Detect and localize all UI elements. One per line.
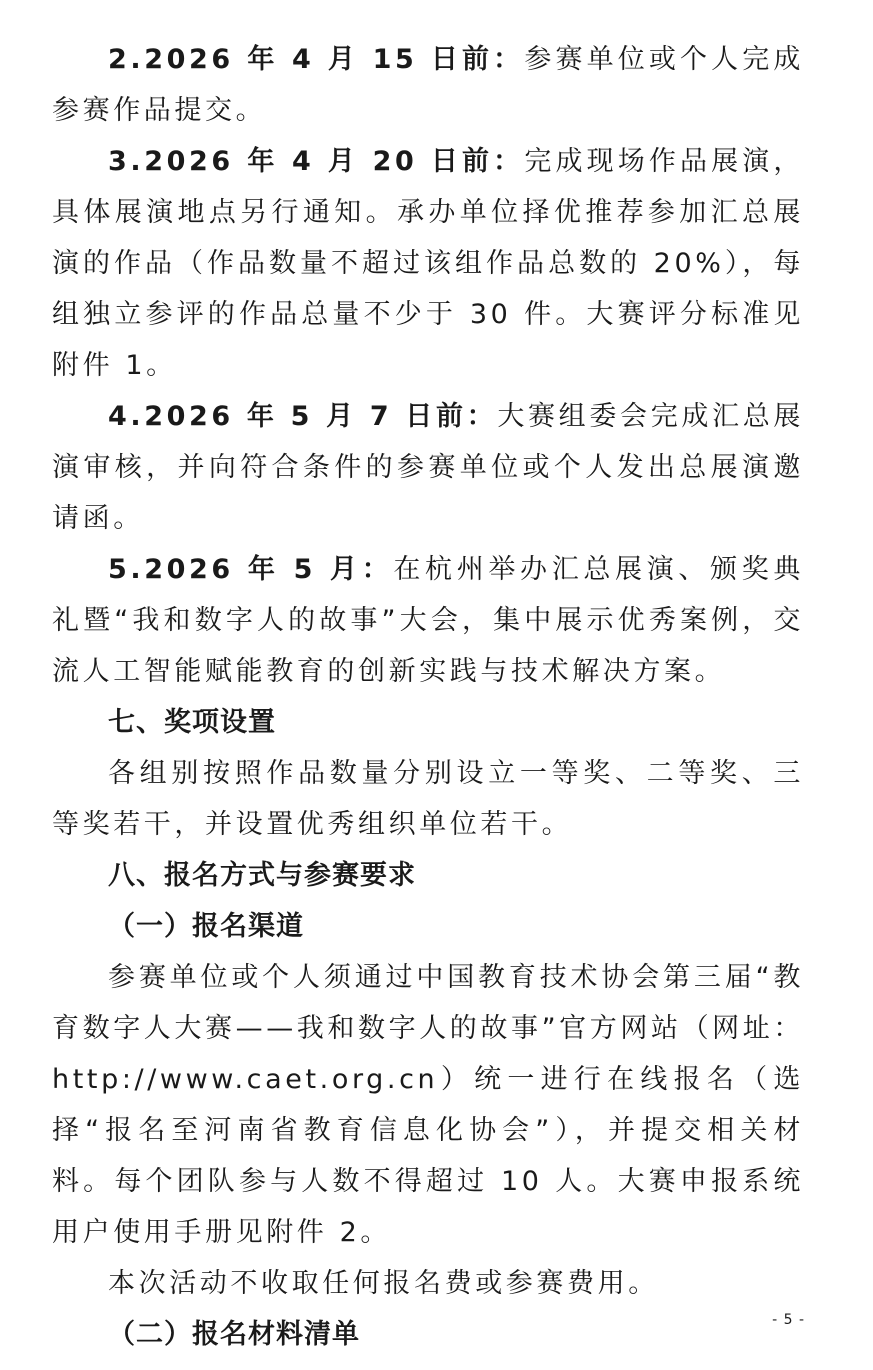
page-number: - 5 - xyxy=(772,1312,805,1328)
schedule-item-2-text: 参赛单位或个人完成参赛作品提交。 xyxy=(52,44,804,126)
section-8-sub1-heading: （一）报名渠道 xyxy=(108,911,304,942)
section-7-heading: 七、奖项设置 xyxy=(108,707,276,738)
schedule-item-5-lead: 5.2026 年 5 月： xyxy=(108,554,394,585)
schedule-item-3-text: 完成现场作品展演，具体展演地点另行通知。承办单位择优推荐参加汇总展演的作品（作品数量不超过该组作品总数的 20%），每组独立参评的作品总量不少于 30 件。大赛评分标准见附件 1。 xyxy=(52,146,804,381)
section-8-heading: 八、报名方式与参赛要求 xyxy=(108,860,416,891)
schedule-item-2-lead: 2.2026 年 4 月 15 日前： xyxy=(108,44,525,75)
section-7-text: 各组别按照作品数量分别设立一等奖、二等奖、三等奖若干，并设置优秀组织单位若干。 xyxy=(52,758,804,840)
schedule-item-5-text: 在杭州举办汇总展演、颁奖典礼暨“我和数字人的故事”大会，集中展示优秀案例，交流人工智能赋能教育的创新实践与技术解决方案。 xyxy=(52,554,804,687)
document-page xyxy=(52,34,804,1360)
schedule-item-3-lead: 3.2026 年 4 月 20 日前： xyxy=(108,146,525,177)
schedule-item-4-lead: 4.2026 年 5 月 7 日前： xyxy=(108,401,498,432)
section-8-sub1-text: 参赛单位或个人须通过中国教育技术协会第三届“教育数字人大赛——我和数字人的故事”官方网站（网址：http://www.caet.org.cn）统一进行在线报名（选择“报名至河南省教育信息化协会”），并提交相关材料。每个团队参与人数不得超过 10 人。大赛申报系统用户使用手册见附件 2。 xyxy=(52,962,804,1248)
schedule-item-4-text: 大赛组委会完成汇总展演审核，并向符合条件的参赛单位或个人发出总展演邀请函。 xyxy=(52,401,805,534)
schedule-item-4 xyxy=(52,391,804,544)
section-8-sub2-heading: （二）报名材料清单 xyxy=(108,1319,360,1350)
schedule-item-2 xyxy=(52,34,804,136)
schedule-item-3 xyxy=(52,136,804,391)
schedule-item-5 xyxy=(52,544,804,697)
section-8-sub1-note: 本次活动不收取任何报名费或参赛费用。 xyxy=(108,1268,659,1299)
